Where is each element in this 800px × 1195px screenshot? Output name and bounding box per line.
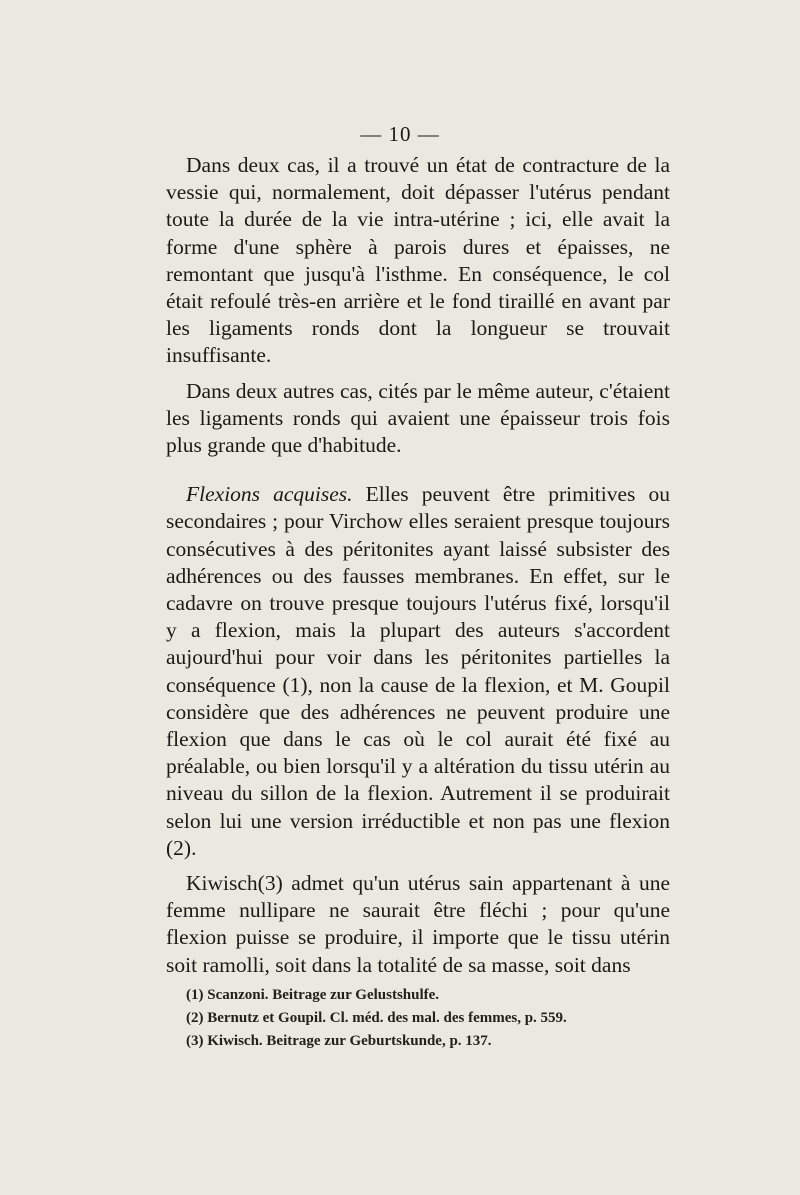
paragraph-3 (166, 481, 670, 862)
footnote-2: (2) Bernutz et Goupil. Cl. méd. des mal. des femmes, p. 559. (186, 1010, 567, 1026)
page-number: — 10 — (360, 122, 440, 146)
paragraph-3-text: Elles peuvent être primitives ou secondaires ; pour Virchow elles seraient presque toujours consécutives à des péritonites ayant laissé subsister des adhérences ou des fausses membranes. En effet, sur le cadavre on trouve presque toujours l'utérus fixé, lorsqu'il y a flexion, mais la plupart des auteurs s'accordent aujourd'hui pour voir dans les péritonites partielles la conséquence (1), non la cause de la flexion, et M. Goupil considère que des adhérences ne peuvent produire une flexion que dans le cas où le col aurait été fixé au préalable, ou bien lorsqu'il y a altération du tissu utérin au niveau du sillon de la flexion. Autrement il se produirait selon lui une version irréductible et non pas une flexion (2). (166, 482, 671, 860)
paragraph-2: Dans deux autres cas, cités par le même auteur, c'étaient les ligaments ronds qui avaient une épaisseur trois fois plus grande que d'habitude. (166, 378, 670, 458)
paragraph-1: Dans deux cas, il a trouvé un état de contracture de la vessie qui, normalement, doit dépasser l'utérus pendant toute la durée de la vie intra-utérine ; ici, elle avait la forme d'une sphère à parois dures et épaisses, ne remontant que jusqu'à l'isthme. En conséquence, le col était refoulé très-en arrière et le fond tiraillé en avant par les ligaments ronds dont la longueur se trouvait insuffisante. (166, 153, 670, 368)
footnote-1: (1) Scanzoni. Beitrage zur Gelustshulfe. (186, 987, 440, 1003)
footnotes (186, 984, 686, 1053)
section-heading: Flexions acquises. (186, 482, 353, 507)
body-text (166, 152, 670, 979)
footnote-3: (3) Kiwisch. Beitrage zur Geburtskunde, p. 137. (186, 1033, 492, 1049)
paragraph-4: Kiwisch(3) admet qu'un utérus sain appartenant à une femme nullipare ne saurait être fléchi ; pour qu'une flexion puisse se produire, il importe que le tissu utérin soit ramolli, soit dans la totalité de sa masse, soit dans (166, 871, 670, 977)
